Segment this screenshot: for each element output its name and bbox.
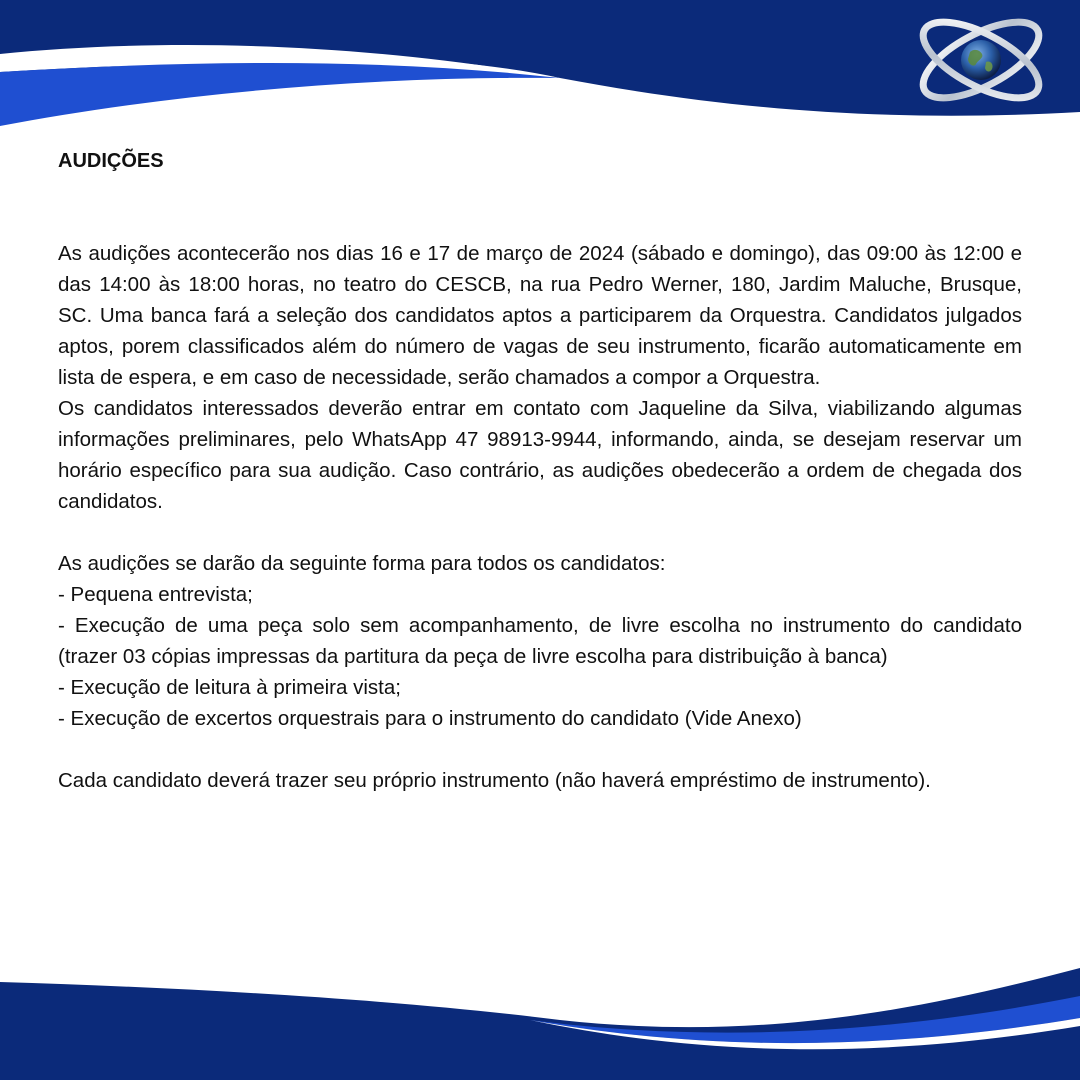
paragraph-audition-schedule: As audições acontecerão nos dias 16 e 17 de março de 2024 (sábado e domingo), das 09:00 às 12:00 e das 14:00 às 18:00 horas, no teatro do CESCB, na rua Pedro Werner, 180, Jardim Maluche, Brusque, SC. Uma banca fará a seleção dos candidatos aptos a participarem da Orquestra. Candidatos julgados aptos, porem classificados além do número de vagas de seu instrumento, ficarão automaticamente em lista de espera, e em caso de necessidade, serão chamados a compor a Orquestra. xyxy=(58,242,1022,389)
list-item: - Execução de leitura à primeira vista; xyxy=(58,676,401,699)
bottom-wave-decoration xyxy=(0,960,1080,1080)
page-title: AUDIÇÕES xyxy=(58,150,164,172)
paragraph-contact-info: Os candidatos interessados deverão entrar em contato com Jaqueline da Silva, viabilizando algumas informações preliminares, pelo WhatsApp 47 98913-9944, informando, ainda, se desejam reservar um horário específico para sua audição. Caso contrário, as audições obedecerão a ordem de chegada dos candidatos. xyxy=(58,397,1022,513)
list-item: - Pequena entrevista; xyxy=(58,583,253,606)
globe-orbit-logo xyxy=(908,12,1054,108)
spacer xyxy=(58,734,1022,765)
list-item: - Execução de uma peça solo sem acompanhamento, de livre escolha no instrumento do candidato (trazer 03 cópias impressas da partitura da peça de livre escolha para distribuição à banca) xyxy=(58,614,1022,668)
steps-intro: As audições se darão da seguinte forma para todos os candidatos: xyxy=(58,552,666,575)
document-body xyxy=(58,146,1022,796)
spacer xyxy=(58,517,1022,548)
closing-paragraph: Cada candidato deverá trazer seu próprio instrumento (não haverá empréstimo de instrumento). xyxy=(58,769,931,792)
list-item: - Execução de excertos orquestrais para o instrumento do candidato (Vide Anexo) xyxy=(58,707,802,730)
